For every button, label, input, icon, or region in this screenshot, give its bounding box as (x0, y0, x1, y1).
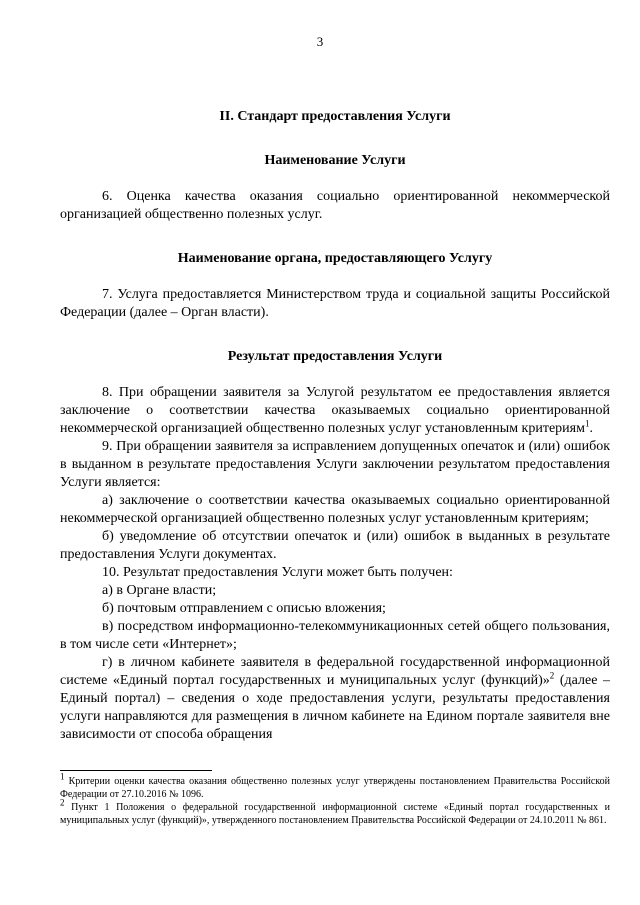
document-body (60, 100, 610, 744)
paragraph-7: 7. Услуга предоставляется Министерством труда и социальной защиты Российской Федерации (далее – Орган власти). (60, 287, 610, 320)
paragraph-10c: в) посредством информационно-телекоммуникационных сетей общего пользования, в том числе сети «Интернет»; (60, 619, 610, 652)
paragraph-9a: а) заключение о соответствии качества оказываемых социально ориентированной некоммерческой организацией общественно полезных услуг установленным критериям; (60, 493, 610, 526)
paragraph-8-end: . (589, 421, 593, 436)
paragraph-10b: б) почтовым отправлением с описью вложения; (102, 601, 386, 616)
paragraph-10a: а) в Органе власти; (102, 583, 217, 598)
subsection-title-authority: Наименование органа, предоставляющего Услугу (177, 251, 493, 266)
footnote-2 (60, 797, 610, 827)
footnote-separator (60, 770, 212, 771)
paragraph-9b: б) уведомление об отсутствии опечаток и (или) ошибок в выданных в результате предоставления Услуги документах. (60, 529, 610, 562)
subsection-title-result: Результат предоставления Услуги (227, 349, 443, 364)
paragraph-8 (60, 384, 610, 438)
footnote-ref-1: 1 (584, 418, 590, 429)
footnote-1 (60, 771, 610, 801)
paragraph-10d-end: (далее – Единый портал) – сведения о ходе предоставления услуги, результаты предоставления услуги направляются для размещения в личном кабинете на Едином портале заявителя вне зависимости от способа обращения (60, 673, 610, 742)
footnotes (60, 771, 610, 827)
paragraph-10d (60, 654, 610, 744)
paragraph-9: 9. При обращении заявителя за исправлением допущенных опечаток и (или) ошибок в выданном в результате предоставления Услуги заключении результатом предоставления Услуги является: (60, 439, 610, 490)
paragraph-10: 10. Результат предоставления Услуги может быть получен: (102, 565, 453, 580)
footnote-text-2: Пункт 1 Положения о федеральной государственной информационной системе «Единый портал государственных и муниципальных услуг (функций)», утвержденного постановлением Правительства Российской Федерации от 24.10.2011 № 861. (60, 802, 610, 826)
paragraph-10d-text: г) в личном кабинете заявителя в федеральной государственной информационной системе «Единый портал государственных и муниципальных услуг (функций)» (60, 655, 610, 688)
footnote-ref-2: 2 (549, 670, 555, 681)
paragraph-6: 6. Оценка качества оказания социально ориентированной некоммерческой организацией общественно полезных услуг. (60, 189, 610, 222)
subsection-title-service-name: Наименование Услуги (264, 153, 406, 168)
section-title: II. Стандарт предоставления Услуги (219, 109, 451, 124)
page-number: 3 (316, 34, 324, 49)
paragraph-8-text: 8. При обращении заявителя за Услугой результатом ее предоставления является заключение о соответствии качества оказываемых социально ориентированной некоммерческой организацией общественно полезных услуг установленным критериям (60, 385, 610, 436)
footnote-mark-2: 2 (60, 797, 65, 808)
footnote-text-1: Критерии оценки качества оказания общественно полезных услуг утверждены постановлением Правительства Российской Федерации от 27.10.2016 № 1096. (60, 776, 610, 800)
footnote-mark-1: 1 (60, 771, 65, 782)
